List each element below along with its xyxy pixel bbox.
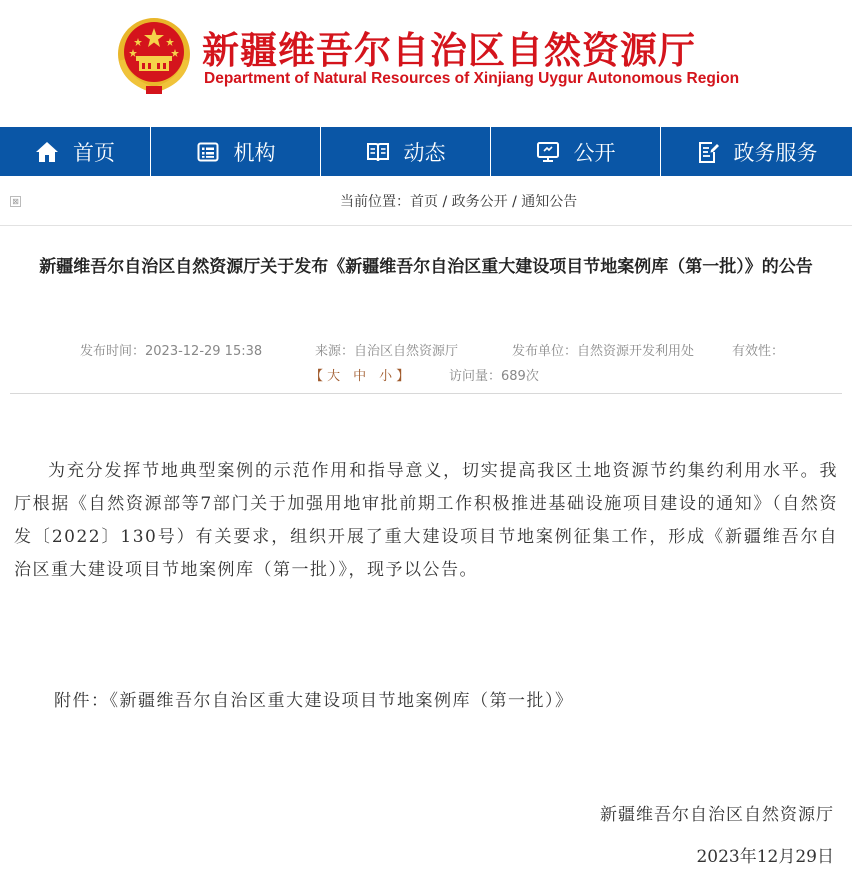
breadcrumb-section-link[interactable]: 政务公开 bbox=[451, 194, 508, 210]
attachment-link[interactable]: 《新疆维吾尔自治区重大建设项目节地案例库（第一批）》 bbox=[109, 691, 574, 711]
publish-time: 发布时间：2023-12-29 15:38 bbox=[80, 344, 263, 359]
document-edit-icon bbox=[696, 140, 720, 164]
breadcrumb-prefix: 当前位置： bbox=[340, 194, 410, 210]
main-nav bbox=[0, 127, 852, 176]
broken-image-icon: ⊠ bbox=[10, 196, 21, 207]
attachment-label: 附件： bbox=[54, 691, 110, 711]
nav-item-label: 首页 bbox=[73, 140, 115, 165]
home-icon bbox=[35, 140, 59, 164]
site-header bbox=[0, 0, 852, 127]
breadcrumb-separator: / bbox=[438, 194, 452, 210]
nav-item-label: 机构 bbox=[233, 140, 276, 165]
signature-date: 2023年12月29日 bbox=[696, 847, 834, 867]
nav-item-services[interactable] bbox=[661, 127, 852, 176]
nav-item-org[interactable] bbox=[151, 127, 321, 176]
article-source: 来源：自治区自然资源厅 bbox=[315, 344, 459, 359]
font-size-switcher[interactable]: 【 大 中 小 】 bbox=[310, 369, 410, 384]
signature-organization: 新疆维吾尔自治区自然资源厅 bbox=[600, 805, 834, 825]
breadcrumb bbox=[340, 191, 577, 211]
monitor-icon bbox=[536, 140, 560, 164]
breadcrumb-home-link[interactable]: 首页 bbox=[410, 194, 438, 210]
org-list-icon bbox=[196, 140, 220, 164]
site-title-en: Department of Natural Resources of Xinjiang Uygur Autonomous Region bbox=[204, 70, 740, 87]
view-count: 访问量：689次 bbox=[449, 369, 539, 384]
validity: 有效性： bbox=[732, 344, 785, 359]
publishing-unit: 发布单位：自然资源开发利用处 bbox=[512, 344, 695, 359]
site-title-cn: 新疆维吾尔自治区自然资源厅 bbox=[202, 29, 696, 72]
breadcrumb-separator: / bbox=[507, 194, 522, 210]
article-body: 为充分发挥节地典型案例的示范作用和指导意义，切实提高我区土地资源节约集约利用水平。我厅根据《自然资源部等7部门关于加强用地审批前期工作积极推进基础设施项目建设的通知》（自然资发〔2022〕130号）有关要求，组织开展了重大建设项目节地案例征集工作，形成《新疆维吾尔自治区重大建设项目节地案例库（第一批）》，现予以公告。 bbox=[14, 461, 838, 580]
nav-item-public[interactable] bbox=[491, 127, 661, 176]
meta-divider bbox=[10, 393, 842, 394]
nav-item-label: 动态 bbox=[403, 140, 446, 165]
nav-item-label: 公开 bbox=[573, 140, 616, 165]
attachment bbox=[54, 686, 574, 711]
nav-item-home[interactable] bbox=[0, 127, 151, 176]
breadcrumb-page-link[interactable]: 通知公告 bbox=[521, 194, 578, 210]
article-title: 新疆维吾尔自治区自然资源厅关于发布《新疆维吾尔自治区重大建设项目节地案例库（第一批）》的公告 bbox=[39, 257, 813, 277]
nav-item-label: 政务服务 bbox=[733, 140, 818, 165]
book-icon bbox=[366, 140, 390, 164]
national-emblem-logo bbox=[116, 16, 192, 96]
nav-item-news[interactable] bbox=[321, 127, 491, 176]
